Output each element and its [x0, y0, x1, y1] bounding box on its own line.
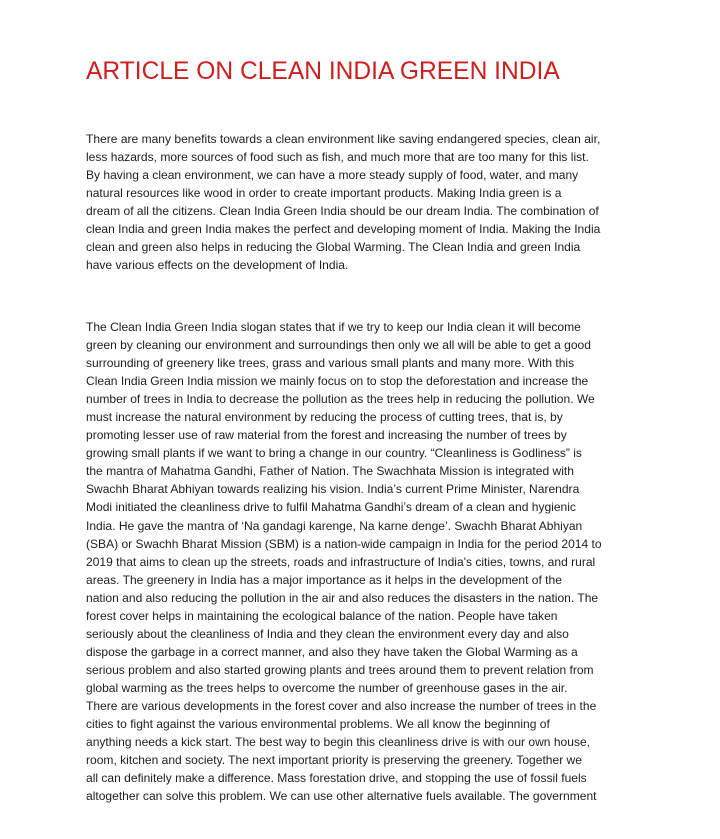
- article-paragraph-2: The Clean India Green India slogan states that if we try to keep our India clean it will become green by cleaning our environment and surroundings then only we all will be able to get a good surrounding of greenery like trees, grass and various small plants and many more. With this Clean India Green India mission we mainly focus on to stop the deforestation and increase the number of trees in India to decrease the pollution as the trees help in reducing the pollution. We must increase the natural environment by reducing the process of cutting trees, that is, by promoting lesser use of raw material from the forest and increasing the number of trees by growing small plants if we want to bring a change in our country. “Cleanliness is Godliness” is the mantra of Mahatma Gandhi, Father of Nation. The Swachhata Mission is integrated with Swachh Bharat Abhiyan towards realizing his vision. India’s current Prime Minister, Narendra Modi initiated the cleanliness drive to fulfil Mahatma Gandhi’s dream of a clean and hygienic India. He gave the mantra of ‘Na gandagi karenge, Na karne denge’. Swachh Bharat Abhiyan (SBA) or Swachh Bharat Mission (SBM) is a nation-wide campaign in India for the period 2014 to 2019 that aims to clean up the streets, roads and infrastructure of India's cities, towns, and rural areas. The greenery in India has a major importance as it helps in the development of the nation and also reducing the pollution in the air and also reduces the disasters in the nation. The forest cover helps in maintaining the ecological balance of the nation. People have taken seriously about the cleanliness of India and they clean the environment every day and also dispose the garbage in a correct manner, and also they have taken the Global Warming as a serious problem and also started growing plants and trees around them to prevent relation from global warming as the trees helps to overcome the number of greenhouse gases in the air. There are various developments in the forest cover and also increase the number of trees in the cities to fight against the various environmental problems. We all know the beginning of anything needs a kick start. The best way to begin this cleanliness drive is with our own house, room, kitchen and society. The next important priority is preserving the greenery. Together we all can definitely make a difference. Mass forestation drive, and stopping the use of fossil fuels altogether can solve this problem. We can use other alternative fuels available. The government: [86, 320, 602, 804]
- article-paragraph-1: There are many benefits towards a clean environment like saving endangered species, clean air, less hazards, more sources of food such as fish, and much more that are too many for this list. By having a clean environment, we can have a more steady supply of food, water, and many natural resources like wood in order to create important products. Making India green is a dream of all the citizens. Clean India Green India should be our dream India. The combination of clean India and green India makes the perfect and developing moment of India. Making the India clean and green also helps in reducing the Global Warming. The Clean India and green India have various effects on the development of India.: [86, 132, 601, 273]
- article-title: ARTICLE ON CLEAN INDIA GREEN INDIA: [86, 58, 560, 85]
